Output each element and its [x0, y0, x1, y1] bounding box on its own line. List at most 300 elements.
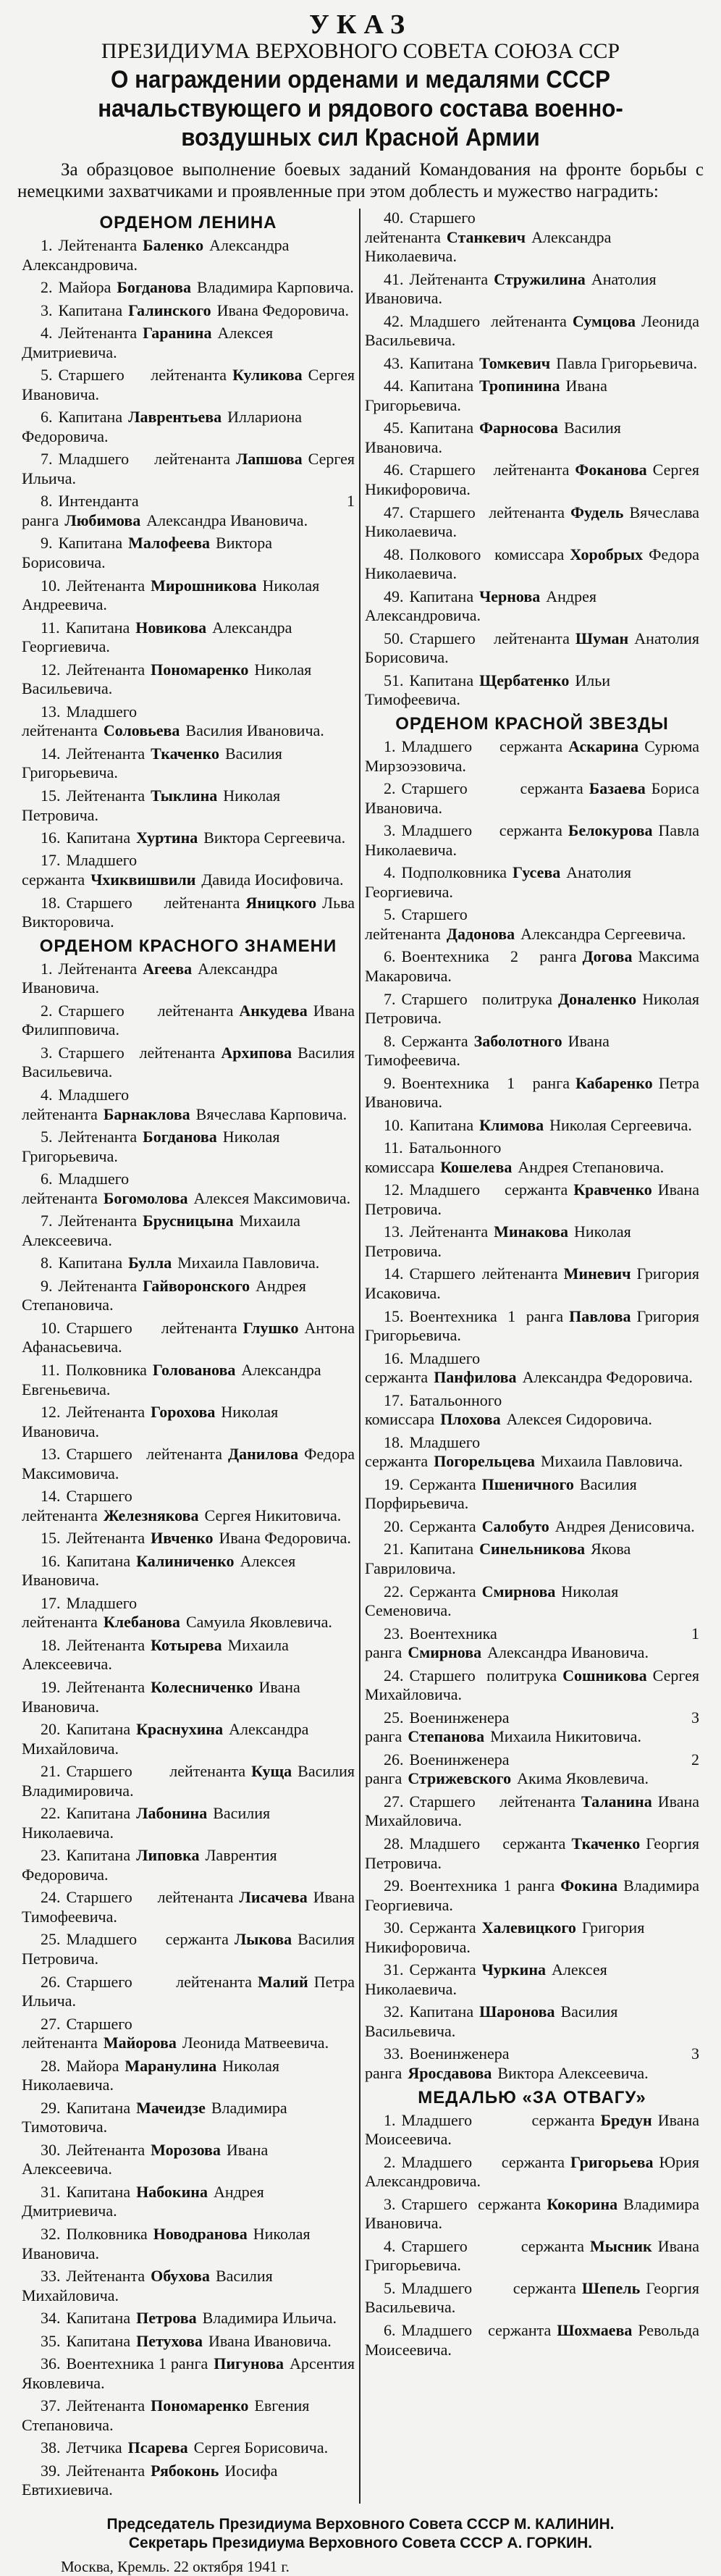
entry-rank: Капитана — [58, 301, 123, 319]
entry-surname: Липовка — [136, 1846, 200, 1865]
entry-surname: Минакова — [494, 1222, 568, 1241]
entry-num: 10. — [41, 576, 61, 595]
entry-surname: Чернова — [479, 587, 541, 605]
award-entry — [22, 1720, 355, 1758]
award-entry — [365, 1582, 699, 1621]
award-entry — [22, 278, 355, 298]
entry-rest: Максима Макаровича. — [365, 947, 699, 986]
entry-surname: Халевицкого — [481, 1918, 576, 1937]
award-entry — [22, 1973, 355, 2011]
entry-rank: Старшего лейтенанта — [409, 461, 570, 479]
entry-surname: Павлова — [569, 1306, 631, 1325]
entry-rest: Георгия Васильевича. — [365, 2278, 699, 2317]
entry-surname: Малий — [258, 1972, 308, 1991]
award-entry — [22, 324, 355, 362]
entry-surname: Обухова — [151, 2267, 210, 2286]
entry-num: 13. — [41, 702, 61, 721]
entry-rest: Револьда Моисеевича. — [365, 2320, 699, 2359]
entry-rank: Старшего лейтенанта — [365, 905, 468, 943]
award-entry — [22, 702, 355, 741]
entry-surname: Калиниченко — [136, 1551, 235, 1570]
entry-rank: Капитана — [409, 671, 474, 689]
award-entry — [365, 419, 699, 457]
entry-surname: Баленко — [143, 236, 204, 254]
entry-num: 6. — [41, 1170, 53, 1188]
entry-rest: Сергея Михайловича. — [365, 1666, 699, 1704]
entry-num: 51. — [384, 671, 404, 689]
entry-rest: Николая Андреевича. — [22, 576, 320, 614]
entry-surname: Яросдавова — [408, 2063, 492, 2082]
entry-surname: Лисачева — [239, 1888, 308, 1907]
entry-surname: Псарева — [127, 2438, 188, 2457]
entry-rest: Сергея Ивановича. — [22, 366, 355, 403]
entry-rank: Лейтенанта — [66, 786, 146, 805]
entry-rest: Павла Николаевича. — [365, 821, 699, 859]
entry-surname: Панфилова — [434, 1368, 517, 1387]
entry-surname: Стрижевского — [408, 1769, 512, 1788]
entry-rest: Виктора Сергеевича. — [203, 828, 346, 847]
entry-rest: Ивана Тимофеевича. — [22, 1888, 355, 1926]
entry-rank: Капитана — [409, 377, 474, 395]
entry-rest: Владимира Тимотовича. — [22, 2098, 287, 2136]
entry-num: 25. — [384, 1708, 404, 1727]
entry-rank: Младшего сержанта — [401, 737, 563, 756]
entry-rest: Ивана Григорьевича. — [365, 2236, 699, 2275]
award-entry — [22, 1529, 355, 1548]
award-entry — [365, 1391, 699, 1430]
entry-surname: Майорова — [103, 2034, 177, 2052]
entry-surname: Томкевич — [479, 353, 551, 372]
entry-surname: Стружилина — [494, 269, 586, 288]
entry-num: 6. — [384, 2320, 396, 2339]
entry-rest: Виктора Алексеевича. — [497, 2063, 649, 2082]
entry-rank: Старшего лейтенанта — [66, 1445, 222, 1464]
entry-num: 12. — [41, 660, 61, 679]
entry-rest: Николая Сергеевича. — [549, 1115, 692, 1134]
entry-rank: Старшего лейтенанта — [22, 2014, 132, 2052]
entry-surname: Данилова — [228, 1445, 299, 1464]
entry-rank: Капитана — [65, 618, 130, 637]
entry-surname: Фокина — [560, 1876, 618, 1895]
entry-rest: Анатолия Борисовича. — [365, 629, 699, 667]
entry-num: 3. — [384, 2194, 396, 2213]
entry-rest: Михаила Павловича. — [177, 1254, 320, 1272]
entry-surname: Мирошникова — [151, 576, 257, 595]
award-entry — [365, 2153, 699, 2191]
entry-surname: Куликова — [232, 366, 303, 385]
entry-rest: Ивана Моисеевича. — [365, 2110, 699, 2149]
entry-rank: Старшего сержанта — [401, 2194, 541, 2213]
entry-num: 26. — [41, 1972, 61, 1991]
decree-issuer: ПРЕЗИДИУМА ВЕРХОВНОГО СОВЕТА СОЮЗА ССР — [101, 39, 620, 63]
award-entry — [365, 1517, 699, 1537]
award-entry — [365, 671, 699, 710]
entry-num: 50. — [384, 629, 404, 647]
award-entry — [365, 629, 699, 668]
award-entry — [365, 1074, 699, 1112]
entry-num: 16. — [384, 1348, 404, 1367]
signature-chairman: Председатель Президиума Верховного Совета СССР М. КАЛИНИН. — [106, 2515, 615, 2533]
award-entry — [365, 587, 699, 626]
award-entry — [365, 779, 699, 818]
entry-surname: Фоканова — [575, 461, 647, 479]
entry-rest: Павла Григорьевича. — [556, 353, 698, 372]
entry-num: 7. — [384, 989, 396, 1008]
entry-rank: Младшего сержанта — [401, 2110, 595, 2129]
entry-rank: Младшего лейтенанта — [22, 702, 138, 740]
entry-rank: Старшего лейтенанта — [58, 1001, 234, 1020]
award-entry — [22, 1678, 355, 1716]
entry-rest: Александра Михайловича. — [22, 1720, 309, 1758]
entry-rest: Ивана Петровича. — [365, 1180, 699, 1218]
entry-surname: Гайворонского — [143, 1276, 250, 1295]
entry-rest: Николая Ивановича. — [22, 1403, 279, 1440]
award-entry — [365, 863, 699, 902]
entry-rest: Николая Семеновича. — [365, 1582, 619, 1620]
entry-rank: Младшего сержанта — [409, 1180, 568, 1199]
entry-surname: Погорельцева — [434, 1452, 536, 1471]
award-entry — [365, 354, 699, 374]
entry-rank: Воентехника 1 ранга — [409, 1306, 564, 1325]
entry-surname: Дадонова — [446, 924, 515, 943]
entry-rest: Василия Васильевича. — [22, 1043, 355, 1081]
entry-rest: Арсентия Яковлевича. — [22, 2354, 355, 2392]
entry-surname: Гаранина — [143, 324, 212, 343]
entry-surname: Пигунова — [214, 2354, 284, 2373]
entry-rank: Старшего лейтенанта — [66, 1972, 253, 1991]
entry-num: 11. — [384, 1138, 403, 1157]
entry-surname: Пономаренко — [151, 660, 249, 679]
entry-rest: Алексея Николаевича. — [365, 1960, 607, 1998]
entry-num: 5. — [384, 905, 396, 924]
entry-rank: Старшего политрука — [409, 1666, 557, 1685]
entry-num: 30. — [41, 2140, 61, 2159]
entry-rank: Сержанта — [409, 1918, 476, 1937]
entry-rest: Василия Ивановича. — [185, 721, 324, 740]
entry-rank: Младшего лейтенанта — [22, 1593, 138, 1632]
award-entry — [365, 737, 699, 776]
entry-rest: Александра Николаевича. — [365, 227, 612, 266]
entry-surname: Краснухина — [136, 1720, 224, 1739]
entry-num: 2. — [384, 2152, 396, 2171]
entry-rest: Александра Федоровича. — [522, 1368, 693, 1387]
entry-surname: Железнякова — [103, 1506, 199, 1524]
entry-rest: Федора Максимовича. — [22, 1445, 355, 1482]
entry-surname: Гусева — [513, 863, 561, 882]
entry-rest: Вячеслава Карповича. — [195, 1104, 347, 1123]
entry-rest: Василия Петровича. — [22, 1930, 355, 1968]
entry-num: 8. — [41, 492, 53, 511]
award-entry — [365, 1116, 699, 1136]
award-entry — [365, 1666, 699, 1705]
entry-surname: Соловьева — [103, 721, 180, 740]
entry-rank: Лейтенанта — [66, 744, 146, 763]
entry-rank: Лейтенанта — [58, 324, 138, 343]
award-entry — [365, 2321, 699, 2359]
entry-surname: Петухова — [136, 2331, 203, 2350]
award-entry — [365, 1750, 699, 1789]
entry-surname: Агеева — [143, 959, 193, 978]
award-entry — [365, 270, 699, 309]
entry-num: 35. — [41, 2331, 61, 2350]
entry-num: 30. — [384, 1918, 404, 1937]
entry-num: 21. — [384, 1540, 404, 1558]
entry-surname: Щербатенко — [479, 671, 570, 689]
award-entry — [22, 2225, 355, 2263]
decree-date: Москва, Кремль. 22 октября 1941 г. — [61, 2557, 290, 2575]
award-entry — [22, 2438, 355, 2458]
entry-rank: Воентехника 1 ранга — [409, 1876, 555, 1895]
entry-rank: Военинженера 2 ранга — [365, 1750, 699, 1788]
entry-rest: Алексея Ивановича. — [22, 1551, 296, 1590]
entry-surname: Лыкова — [234, 1930, 292, 1949]
entry-num: 3. — [41, 1043, 53, 1062]
award-entry — [22, 1319, 355, 1357]
entry-num: 18. — [41, 1635, 61, 1654]
entry-num: 10. — [384, 1115, 404, 1134]
signatures — [17, 2515, 704, 2553]
entry-rank: Капитана — [409, 2002, 474, 2021]
entry-surname: Сошникова — [562, 1666, 647, 1685]
entry-surname: Таланина — [581, 1792, 652, 1811]
award-entry — [365, 947, 699, 986]
entry-num: 48. — [384, 545, 404, 563]
entry-rank: Младшего сержанта — [401, 2152, 565, 2171]
entry-rank: Старшего лейтенанта — [22, 1487, 132, 1524]
entry-surname: Чуркина — [481, 1960, 547, 1979]
entry-rest: Ивана Федоровича. — [216, 301, 349, 319]
award-entry — [22, 618, 355, 657]
entry-rank: Капитана — [58, 408, 123, 427]
entry-surname: Архипова — [221, 1043, 292, 1062]
entry-num: 39. — [41, 2461, 61, 2480]
entry-rest: Григория Никифоровича. — [365, 1918, 645, 1956]
award-entry — [365, 1834, 699, 1873]
award-entry — [365, 1032, 699, 1070]
entry-surname: Анкудева — [239, 1001, 308, 1020]
entry-rest: Акима Яковлевича. — [517, 1769, 649, 1788]
award-entry — [22, 1804, 355, 1842]
entry-rest: Ивана Ивановича. — [208, 2331, 332, 2350]
award-entry — [365, 1792, 699, 1831]
entry-surname: Ткаченко — [151, 744, 219, 763]
section-title: ОРДЕНОМ КРАСНОЙ ЗВЕЗДЫ — [395, 714, 669, 734]
award-entry — [22, 236, 355, 274]
right-column — [360, 209, 704, 2504]
entry-surname: Миневич — [563, 1264, 631, 1283]
entry-rest: Ивана Григорьевича. — [365, 377, 607, 414]
entry-rest: Сергея Никифоровича. — [365, 461, 699, 499]
entry-num: 15. — [41, 1529, 61, 1548]
award-entry — [22, 2183, 355, 2221]
entry-rank: Капитана — [66, 2098, 131, 2117]
entry-rest: Леонида Васильевича. — [365, 311, 699, 350]
entry-surname: Шепель — [581, 2278, 641, 2297]
entry-surname: Новодранова — [153, 2224, 248, 2243]
entry-num: 9. — [41, 534, 53, 553]
award-entry — [22, 534, 355, 572]
entry-num: 41. — [384, 269, 404, 288]
entry-surname: Колесниченко — [151, 1677, 253, 1696]
entry-rank: Капитана — [409, 419, 474, 437]
entry-rank: Лейтенанта — [58, 236, 138, 254]
entry-rank: Капитана — [409, 587, 474, 605]
entry-rest: Алексея Максимовича. — [193, 1188, 351, 1207]
award-columns — [17, 209, 704, 2504]
entry-num: 14. — [384, 1264, 404, 1283]
entry-rest: Андрея Денисовича. — [555, 1516, 695, 1535]
entry-num: 4. — [41, 1085, 53, 1104]
entry-rest: Иосифа Евтихиевича. — [22, 2461, 278, 2499]
award-entry — [22, 2015, 355, 2053]
entry-rank: Лейтенанта — [66, 2267, 146, 2286]
entry-rest: Николая Григорьевича. — [22, 1128, 280, 1165]
award-entry — [22, 1888, 355, 1926]
entry-surname: Новикова — [135, 618, 207, 637]
entry-num: 1. — [384, 2110, 396, 2129]
entry-num: 15. — [384, 1306, 404, 1325]
entry-rest: Сурюма Мирзоэзовича. — [365, 737, 699, 775]
entry-rest: Николая Петровича. — [365, 989, 699, 1028]
entry-rest: Александра Ивановича. — [146, 511, 308, 529]
entry-rank: Полкового комиссара — [409, 545, 565, 563]
entry-rank: Капитана — [58, 534, 123, 553]
entry-rank: Лейтенанта — [66, 1529, 146, 1548]
entry-rank: Лейтенанта — [58, 1276, 138, 1295]
entry-rest: Григория Исаковича. — [365, 1264, 699, 1303]
entry-num: 31. — [41, 2182, 61, 2201]
entry-surname: Григорьева — [570, 2152, 654, 2171]
entry-surname: Тыклина — [151, 786, 218, 805]
entry-num: 13. — [384, 1222, 404, 1241]
award-entry — [365, 821, 699, 860]
entry-rank: Младшего сержанта — [401, 821, 562, 840]
entry-rest: Леонида Матвеевича. — [182, 2034, 329, 2052]
award-entry — [22, 2141, 355, 2179]
section-title: МЕДАЛЬЮ «ЗА ОТВАГУ» — [418, 2087, 646, 2107]
entry-rest: Алексея Сидоровича. — [506, 1410, 652, 1429]
entry-surname: Брусницына — [143, 1212, 234, 1230]
entry-rank: Старшего лейтенанта — [409, 1792, 575, 1811]
entry-rest: Виктора Борисовича. — [22, 534, 272, 572]
entry-rank: Лейтенанта — [66, 1403, 146, 1421]
entry-rank: Лейтенанта — [409, 269, 489, 288]
entry-rest: Иллариона Федоровича. — [22, 408, 303, 445]
entry-rank: Младшего лейтенанта — [58, 450, 230, 469]
entry-surname: Бредун — [600, 2110, 652, 2129]
entry-surname: Пономаренко — [151, 2396, 249, 2415]
entry-rest: Василия Григорьевича. — [22, 744, 282, 782]
entry-surname: Лабонина — [136, 1804, 208, 1823]
award-entry — [22, 576, 355, 615]
entry-num: 2. — [41, 278, 53, 297]
entry-surname: Мачеидзе — [136, 2098, 206, 2117]
award-entry — [365, 2044, 699, 2083]
entry-rank: Старшего лейтенанта — [66, 1888, 234, 1907]
award-entry — [22, 1403, 355, 1441]
entry-surname: Фарносова — [479, 419, 558, 437]
entry-rank: Капитана — [66, 1551, 131, 1570]
entry-surname: Маранулина — [125, 2056, 217, 2075]
entry-surname: Лапшова — [235, 450, 303, 469]
award-entry — [22, 1762, 355, 1800]
entry-num: 13. — [41, 1445, 61, 1464]
entry-rank: Старшего лейтенанта — [365, 209, 476, 246]
entry-surname: Салобуто — [481, 1516, 549, 1535]
entry-surname: Кабаренко — [575, 1073, 653, 1092]
award-entry — [365, 1960, 699, 1999]
entry-surname: Глушко — [243, 1318, 299, 1337]
entry-rank: Младшего сержанта — [365, 1432, 481, 1471]
entry-num: 26. — [384, 1750, 404, 1769]
entry-surname: Набокина — [136, 2182, 208, 2201]
award-entry — [365, 545, 699, 584]
entry-rest: Антона Афанасьевича. — [22, 1318, 355, 1356]
entry-surname: Малофеева — [128, 534, 211, 553]
entry-rest: Николая Петровича. — [22, 786, 281, 824]
entry-surname: Яницкого — [245, 893, 317, 912]
entry-rank: Сержанта — [409, 1582, 476, 1600]
entry-num: 20. — [384, 1516, 404, 1535]
award-entry — [365, 209, 699, 267]
entry-num: 27. — [41, 2014, 61, 2033]
entry-rest: Ивана Тимофеевича. — [365, 1031, 610, 1070]
section-title: ОРДЕНОМ КРАСНОГО ЗНАМЕНИ — [39, 936, 337, 956]
entry-rank: Младшего сержанта — [401, 2320, 552, 2339]
section-title: ОРДЕНОМ ЛЕНИНА — [99, 213, 277, 232]
entry-num: 16. — [41, 1551, 61, 1570]
award-entry — [365, 905, 699, 944]
entry-rest: Василия Владимировича. — [22, 1762, 355, 1800]
award-entry — [22, 301, 355, 321]
entry-rest: Владимира Карповича. — [196, 278, 354, 297]
award-entry — [22, 786, 355, 825]
entry-num: 31. — [384, 1960, 404, 1979]
entry-rank: Старшего политрука — [401, 989, 552, 1008]
entry-rank: Летчика — [66, 2438, 122, 2457]
entry-surname: Петрова — [136, 2309, 197, 2328]
entry-rest: Самуила Яковлевича. — [185, 1613, 332, 1632]
entry-num: 9. — [41, 1276, 53, 1295]
entry-rank: Старшего лейтенанта — [58, 1043, 216, 1062]
entry-rank: Майора — [66, 2056, 119, 2075]
award-entry — [365, 2111, 699, 2149]
entry-surname: Мысник — [589, 2236, 652, 2255]
entry-num: 6. — [384, 947, 396, 966]
award-entry — [365, 1433, 699, 1472]
award-entry — [22, 1846, 355, 1884]
entry-surname: Богданова — [117, 278, 191, 297]
entry-num: 5. — [41, 1128, 53, 1146]
entry-rest: Сергея Никитовича. — [204, 1506, 342, 1524]
entry-num: 22. — [41, 1804, 61, 1823]
award-entry — [365, 2279, 699, 2317]
entry-surname: Барнаклова — [103, 1104, 190, 1123]
award-entry — [22, 492, 355, 530]
entry-surname: Станкевич — [446, 227, 526, 246]
entry-rank: Лейтенанта — [58, 1128, 138, 1146]
entry-rank: Воентехника 1 ранга — [66, 2354, 208, 2373]
entry-surname: Синельникова — [479, 1540, 586, 1558]
entry-rest: Андрея Дмитриевича. — [22, 2182, 264, 2220]
entry-num: 36. — [41, 2354, 61, 2373]
entry-num: 14. — [41, 744, 61, 763]
entry-num: 32. — [41, 2224, 61, 2243]
entry-rank: Капитана — [66, 2309, 131, 2328]
entry-rank: Воентехника 2 ранга — [401, 947, 577, 966]
award-entry — [365, 2237, 699, 2275]
entry-surname: Смирнова — [481, 1582, 556, 1600]
